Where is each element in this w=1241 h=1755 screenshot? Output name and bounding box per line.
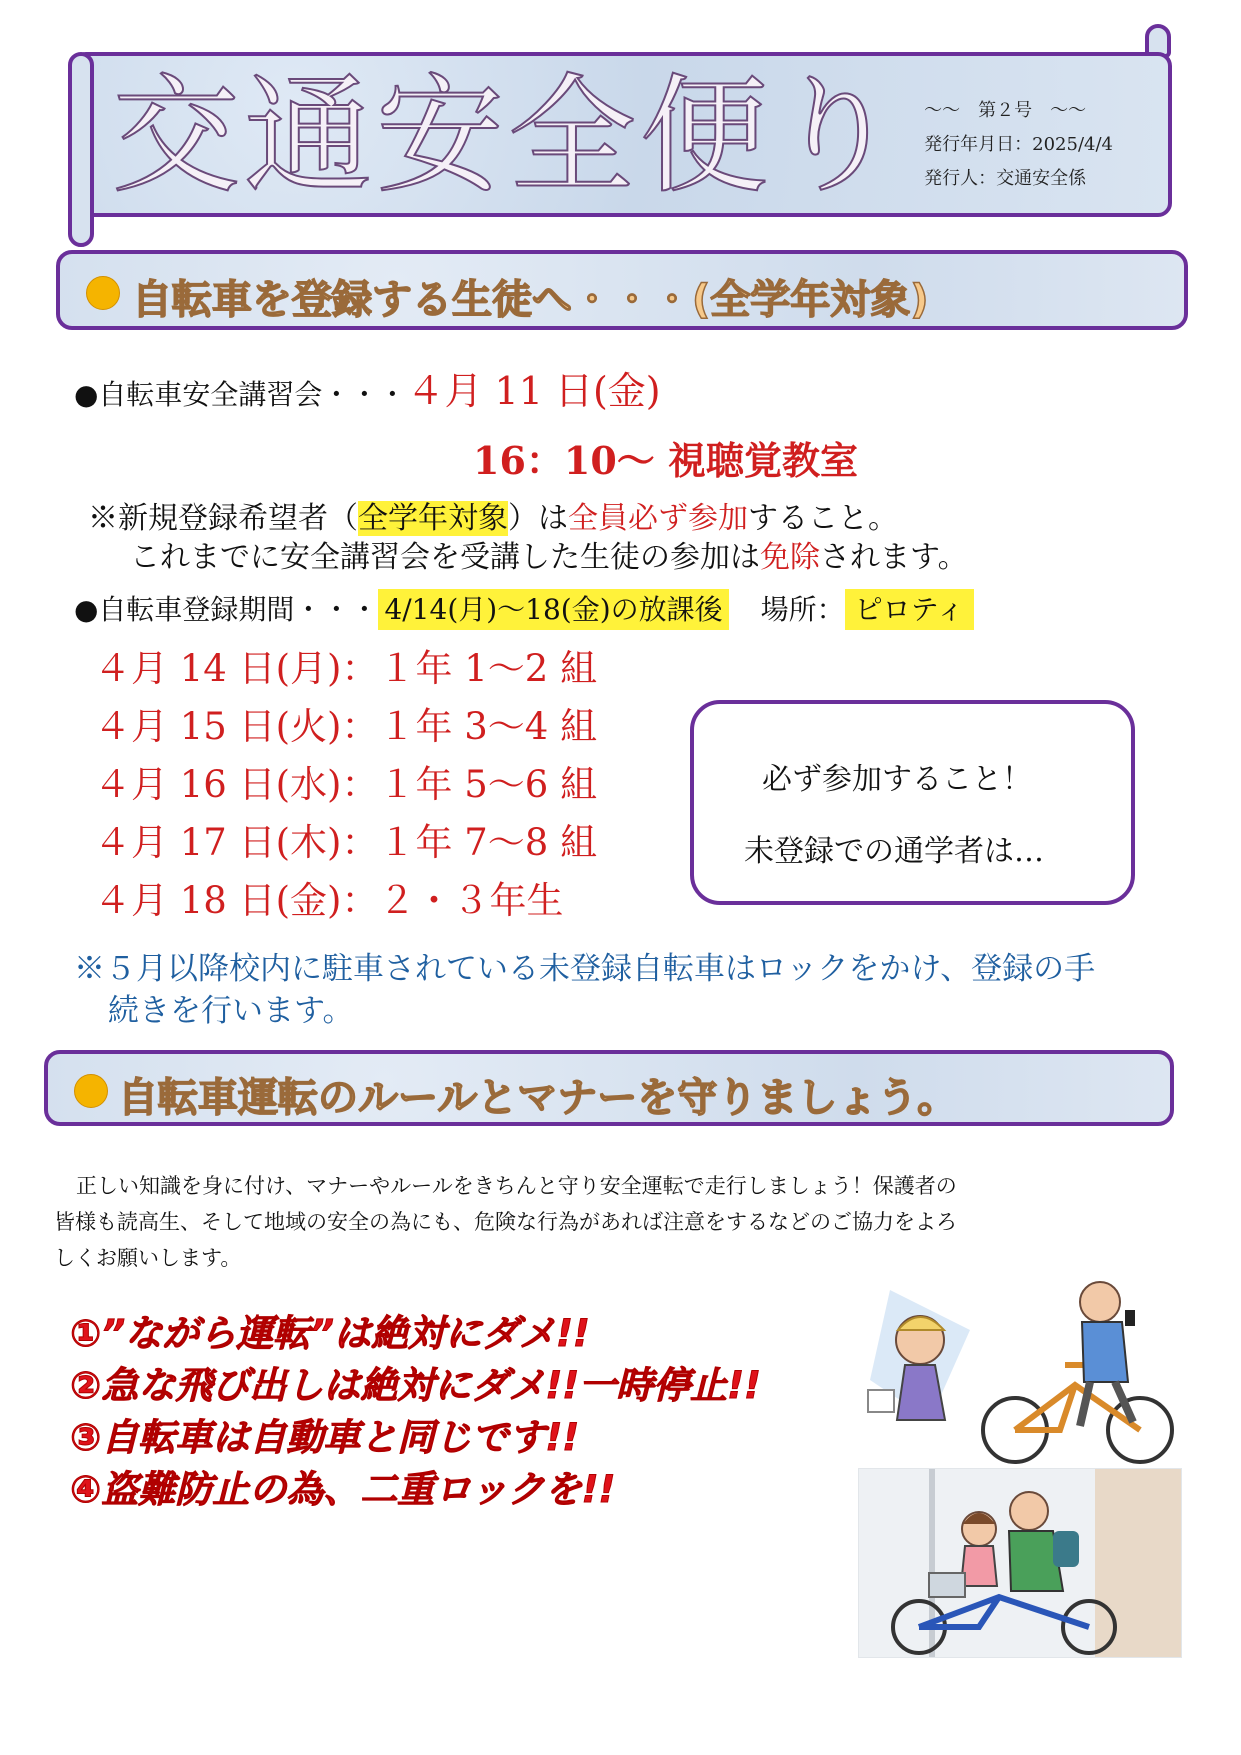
schedule-item: ４月 16 日(水)：１年 5〜6 組	[94, 763, 598, 806]
intro-paragraph: 正しい知識を身に付け、マナーやルールをきちんと守り安全運転で走行しましょう！保護者の 皆様も読高生、そして地域の安全の為にも、危険な行為があれば注意をするなどのご協力をよろ しくお願いします。	[54, 1174, 957, 1270]
rule-item: ③自転車は自動車と同じです!!	[70, 1416, 580, 1459]
rule-item: ④盗難防止の為、二重ロックを!!	[70, 1468, 616, 1511]
section1-banner	[56, 250, 1188, 330]
reminder-box	[690, 700, 1135, 905]
rules-list	[70, 1308, 761, 1516]
all-grades-highlight: 全学年対象	[358, 501, 508, 536]
note-new-registrants: ※新規登録希望者（全学年対象）は全員必ず参加すること。	[88, 501, 898, 536]
newsletter-title: 交通安全便り	[112, 62, 905, 211]
issue-publisher: 発行人：交通安全係	[924, 168, 1087, 189]
schedule-item: ４月 15 日(火)：１年 3〜4 組	[94, 705, 598, 748]
issue-info	[924, 94, 1113, 196]
schedule-list	[94, 640, 597, 930]
seminar-time-place: 16：10〜 視聴覚教室	[473, 438, 858, 483]
rule-item: ①”ながら運転”は絶対にダメ!!	[70, 1312, 590, 1355]
place-value: ピロティ	[845, 589, 975, 630]
reminder-line-1: 必ず参加すること！	[762, 762, 1032, 797]
schedule-item: ４月 18 日(金)：２・３年生	[94, 879, 564, 922]
mandatory-text: 全員必ず参加	[568, 501, 748, 536]
lock-note: ※５月以降校内に駐車されている未登録自転車はロックをかけ、登録の手 続きを行います。	[74, 951, 1096, 1029]
orange-dot-icon	[86, 276, 120, 310]
seminar-label: ●自転車安全講習会・・・	[74, 378, 407, 411]
seminar-line	[74, 360, 661, 415]
rule-item: ②急な飛び出しは絶対にダメ!!一時停止!!	[70, 1364, 761, 1407]
registration-period: ●自転車登録期間・・・ 4/14(月)〜18(金)の放課後 場所： ピロティ	[74, 588, 974, 628]
note-exemption: これまでに安全講習会を受講した生徒の参加は免除されます。	[130, 540, 968, 575]
scroll-curl-left	[68, 52, 94, 247]
section2-banner	[44, 1050, 1174, 1126]
section1-heading: 自転車を登録する生徒へ・・・(全学年対象)	[132, 277, 929, 323]
issue-date: 発行年月日：2025/4/4	[924, 134, 1113, 155]
bicycle-phone-illustration	[860, 1270, 1190, 1470]
orange-dot-icon	[74, 1074, 108, 1108]
seminar-date: ４月 11 日(金)	[406, 369, 661, 413]
section2-heading: 自転車運転のルールとマナーを守りましょう。	[118, 1075, 958, 1121]
reminder-line-2: 未登録での通学者は…	[744, 834, 1044, 869]
bicycle-two-riders-illustration	[858, 1468, 1182, 1658]
schedule-item: ４月 17 日(木)：１年 7〜8 組	[94, 821, 598, 864]
schedule-item: ４月 14 日(月)：１年 1〜2 組	[94, 647, 598, 690]
issue-number: 〜〜 第２号 〜〜	[924, 100, 1087, 121]
place-label: 場所：	[760, 593, 845, 626]
period-value: 4/14(月)〜18(金)の放課後	[378, 589, 728, 630]
exemption-text: 免除	[760, 540, 820, 575]
